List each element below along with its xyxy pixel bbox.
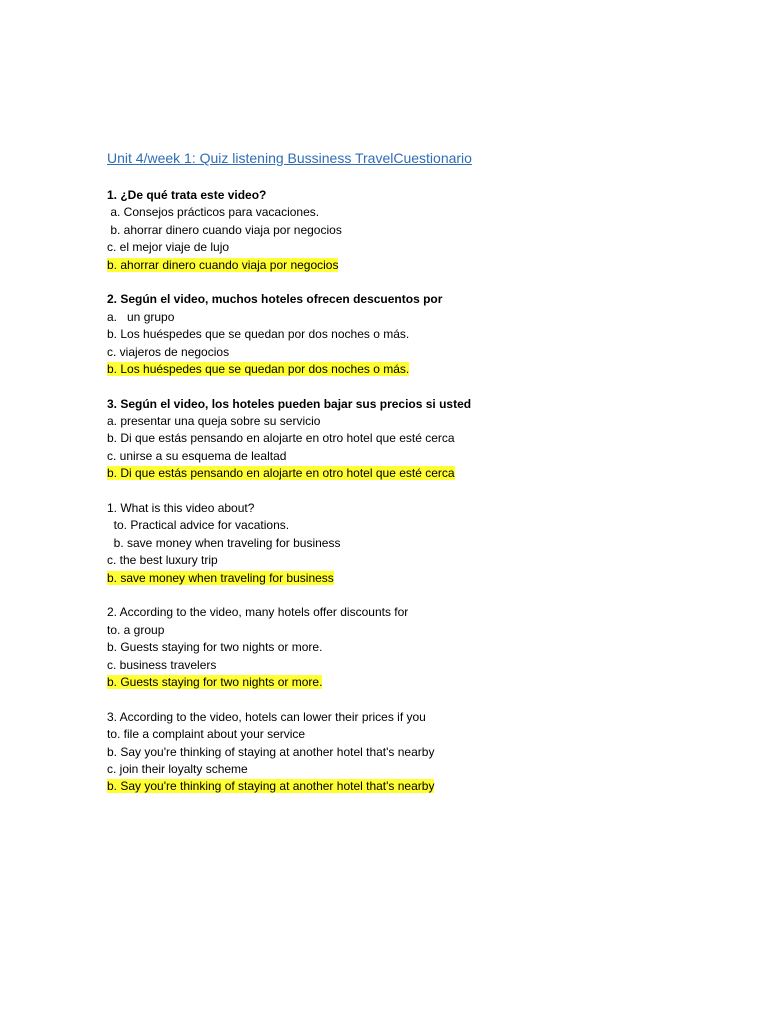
question-block [107, 500, 707, 587]
option-text: b. Los huéspedes que se quedan por dos noches o más. [107, 327, 410, 342]
option-text: b. Di que estás pensando en alojarte en otro hotel que esté cerca [107, 431, 455, 446]
question-text: 3. According to the video, hotels can lower their prices if you [107, 709, 426, 724]
option-text: c. the best luxury trip [107, 553, 218, 568]
question-text: 1. What is this video about? [107, 501, 255, 516]
question-text: 2. According to the video, many hotels offer discounts for [107, 605, 409, 620]
highlighted-answer: b. ahorrar dinero cuando viaja por negocios [107, 257, 339, 272]
option-text: c. viajeros de negocios [107, 344, 230, 359]
option-text: b. ahorrar dinero cuando viaja por negocios [107, 222, 342, 237]
option-text: a. Consejos prácticos para vacaciones. [107, 205, 320, 220]
highlighted-answer: b. Guests staying for two nights or more. [107, 674, 323, 689]
document-title-link[interactable]: Unit 4/week 1: Quiz listening Bussiness TravelCuestionario [107, 150, 472, 166]
question-text: 2. Según el video, muchos hoteles ofrecen descuentos por [107, 292, 443, 307]
option-text: c. el mejor viaje de lujo [107, 240, 230, 255]
question-block [107, 187, 707, 274]
answer-line [107, 570, 707, 587]
question-block [107, 396, 707, 483]
question-block [107, 291, 707, 378]
answer-line [107, 674, 707, 691]
quiz-content [107, 187, 707, 813]
option-text: b. Guests staying for two nights or more. [107, 640, 323, 655]
question-text: 1. ¿De qué trata este video? [107, 188, 267, 202]
answer-line [107, 778, 707, 795]
option-text: a. presentar una queja sobre su servicio [107, 414, 321, 429]
option-text: to. Practical advice for vacations. [107, 518, 290, 533]
option-text: b. save money when traveling for business [107, 535, 341, 550]
highlighted-answer: b. Say you're thinking of staying at another hotel that's nearby [107, 779, 435, 794]
option-text: c. unirse a su esquema de lealtad [107, 448, 287, 463]
option-text: b. Say you're thinking of staying at another hotel that's nearby [107, 744, 435, 759]
option-text: c. join their loyalty scheme [107, 761, 248, 776]
option-text: c. business travelers [107, 657, 217, 672]
question-block [107, 604, 707, 691]
answer-line [107, 257, 707, 274]
answer-line [107, 465, 707, 482]
answer-line [107, 361, 707, 378]
option-text: to. a group [107, 622, 165, 637]
highlighted-answer: b. Di que estás pensando en alojarte en otro hotel que esté cerca [107, 466, 455, 481]
highlighted-answer: b. Los huéspedes que se quedan por dos noches o más. [107, 361, 410, 376]
highlighted-answer: b. save money when traveling for business [107, 570, 334, 585]
option-text: a. un grupo [107, 309, 175, 324]
option-text: to. file a complaint about your service [107, 727, 306, 742]
question-block [107, 709, 707, 796]
question-text: 3. Según el video, los hoteles pueden bajar sus precios si usted [107, 396, 472, 411]
